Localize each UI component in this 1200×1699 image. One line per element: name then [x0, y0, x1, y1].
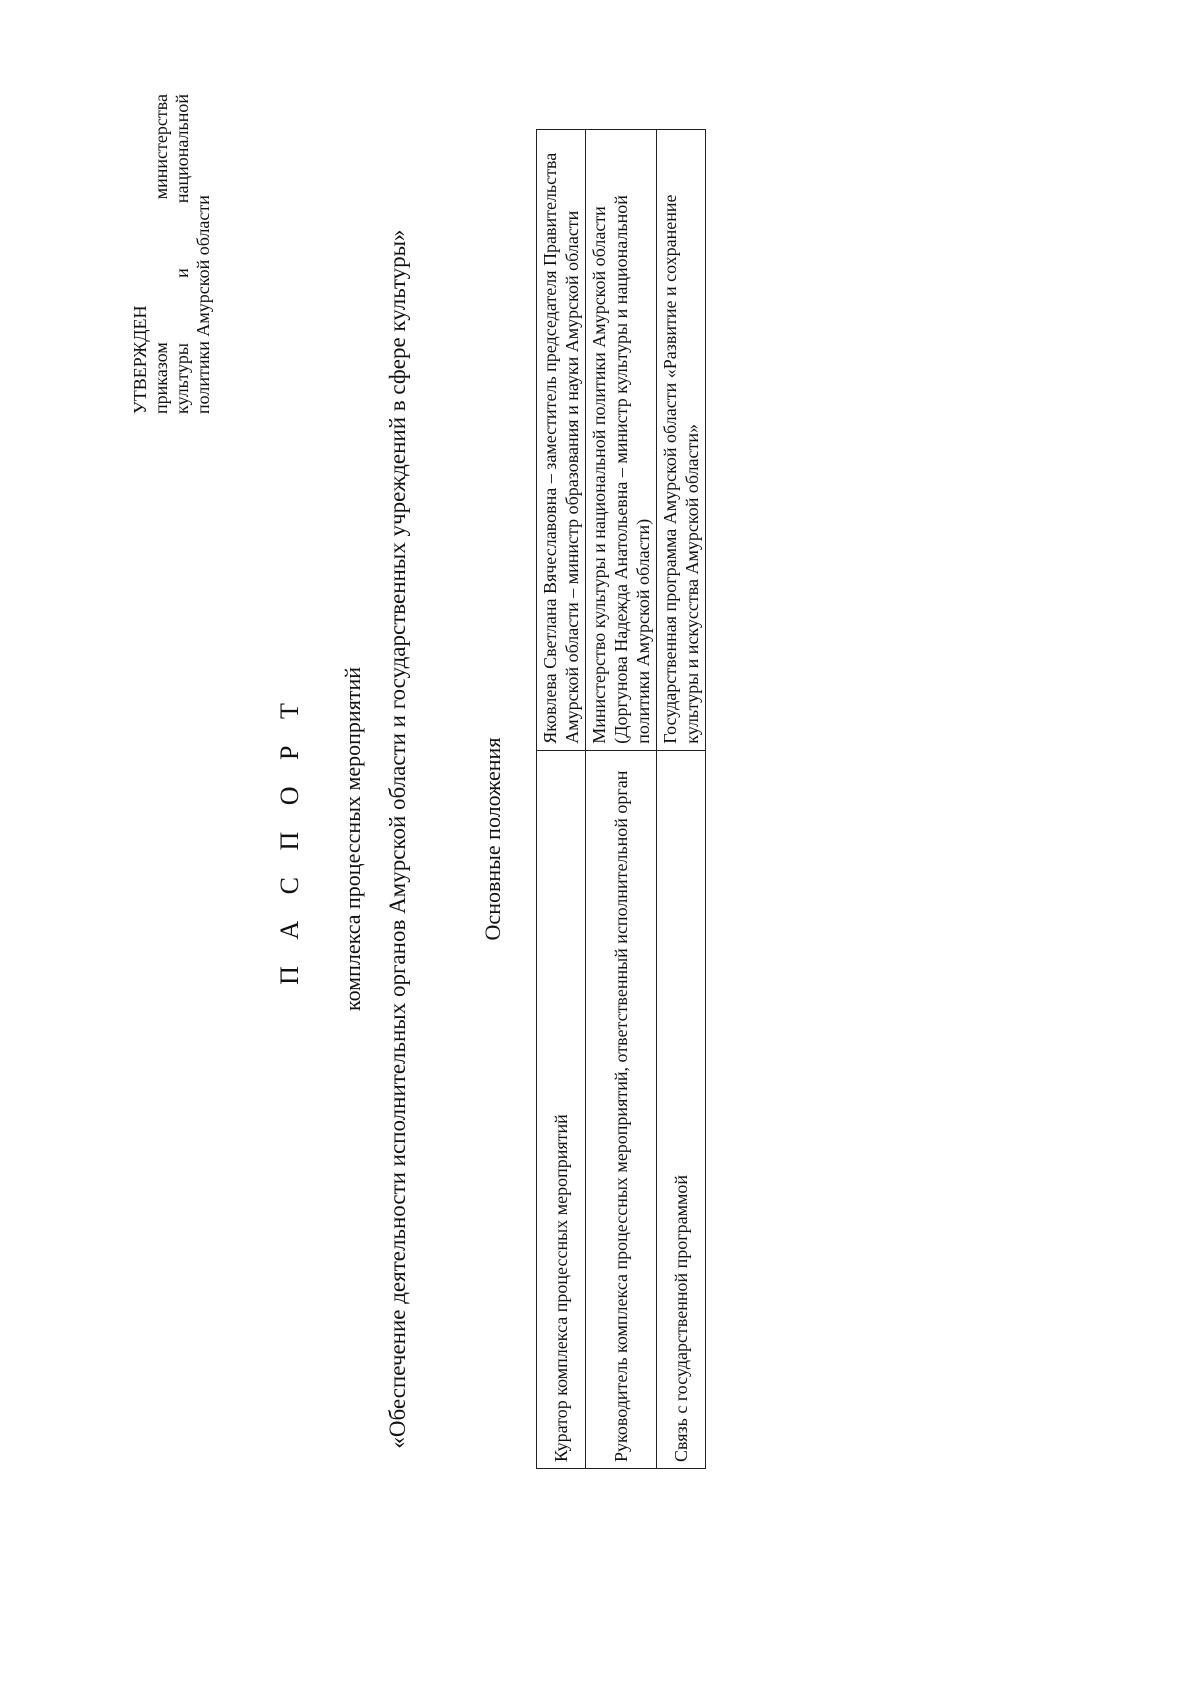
complex-name: «Обеспечение деятельности исполнительных органов Амурской области и государственных учреждений в сфере культуры» [385, 229, 410, 1449]
approval-line-4: политики Амурской области [193, 195, 213, 414]
row-label: Куратор комплекса процессных мероприятий [537, 750, 586, 1468]
main-provisions-table [536, 129, 706, 1469]
approval-title: УТВЕРЖДЕН [130, 305, 150, 414]
row-label: Руководитель комплекса процессных мероприятий, ответственный исполнительной орган [586, 750, 657, 1468]
approval-line-2: приказом министерства [151, 94, 171, 414]
row-label: Связь с государственной программой [657, 750, 706, 1468]
row-value: Министерство культуры и национальной политики Амурской области (Доргунова Надежда Анатольевна – министр культуры и национальной политики Амурской области) [586, 130, 657, 751]
landscape-content [100, 94, 920, 1559]
section-heading: Основные положения [480, 737, 505, 941]
row-value: Яковлева Светлана Вячеславовна – заместитель председателя Правительства Амурской области – министр образования и науки Амурской области [537, 130, 586, 751]
approval-stamp [130, 94, 214, 414]
approval-line-3: культуры и национальной [172, 94, 192, 414]
row-value: Государственная программа Амурской области «Развитие и сохранение культуры и искусства Амурской области» [657, 130, 706, 751]
document-subtitle: комплекса процессных мероприятий [340, 667, 365, 1011]
table-row [657, 130, 706, 1469]
table-row [537, 130, 586, 1469]
document-title: П А С П О Р Т [275, 693, 304, 985]
table-row [586, 130, 657, 1469]
